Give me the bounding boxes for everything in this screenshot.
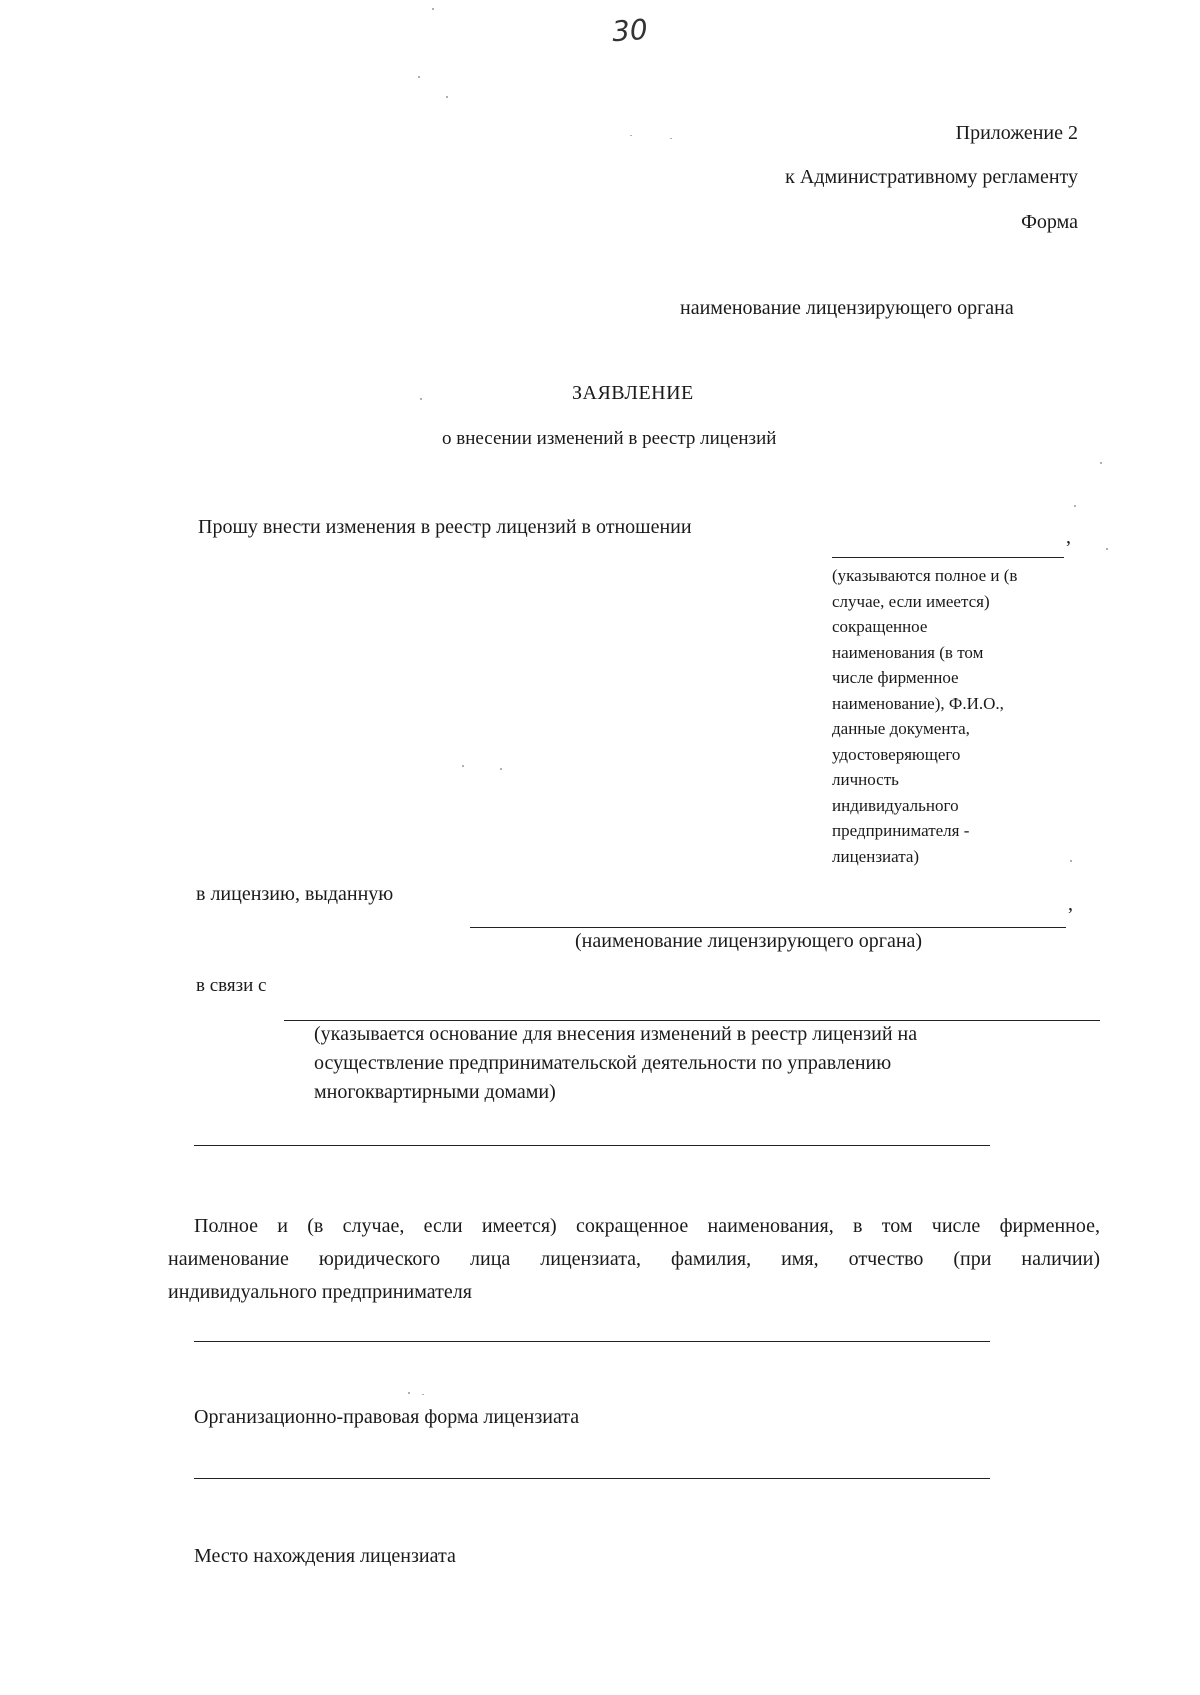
scan-speck (462, 765, 464, 767)
scan-speck (446, 96, 448, 98)
licensee-hint-line: наименования (в том (832, 642, 984, 662)
licensee-hint-line: лицензиата) (832, 846, 920, 866)
location-label: Место нахождения лицензиата (194, 1545, 456, 1567)
paragraph-line: наименование юридического лица лицензиата, фамилия, имя, отчество (при наличии) (168, 1248, 1100, 1270)
licensee-hint-line: случае, если имеется) (832, 591, 990, 611)
scan-speck (1100, 462, 1102, 464)
licensee-hint-line: данные документа, (832, 719, 970, 738)
document-title: ЗАЯВЛЕНИЕ (572, 382, 694, 404)
request-text: Прошу внести изменения в реестр лицензий в отношении (198, 516, 692, 538)
licensee-hint-line: числе фирменное (832, 668, 959, 687)
legal-form-field[interactable] (194, 1478, 990, 1479)
scan-speck (670, 138, 672, 139)
licensee-hint-line: индивидуального (832, 795, 959, 815)
form-label: Форма (1021, 211, 1078, 233)
scan-speck (630, 135, 632, 136)
reason-hint-line: (указывается основание для внесения изменений в реестр лицензий на (314, 1023, 918, 1045)
licensee-hint-line: удостоверяющего (832, 744, 961, 764)
licensee-hint-line: сокращенное (832, 617, 928, 636)
scan-speck (1074, 505, 1076, 507)
licensee-hint-line: личность (832, 770, 899, 789)
licensee-hint-line: наименование), Ф.И.О., (832, 693, 1004, 713)
license-issued-hint: (наименование лицензирующего органа) (575, 930, 923, 952)
request-comma: , (1066, 526, 1071, 548)
regulation-label: к Административному регламенту (785, 166, 1078, 188)
licensee-hint-line: предпринимателя - (832, 821, 970, 840)
scan-speck (418, 76, 420, 78)
paragraph-line: Полное и (в случае, если имеется) сокращенное наименования, в том числе фирменное, (194, 1215, 1100, 1237)
full-name-paragraph (168, 1210, 1100, 1309)
scan-speck (500, 768, 502, 770)
page-number: 30 (610, 12, 649, 49)
scan-speck (1070, 860, 1072, 862)
reason-hint-line: осуществление предпринимательской деятельности по управлению (314, 1052, 892, 1074)
license-issued-comma: , (1068, 893, 1073, 915)
legal-form-label: Организационно-правовая форма лицензиата (194, 1406, 580, 1428)
scan-speck (408, 1392, 410, 1394)
licensee-hint-line: (указываются полное и (в (832, 566, 1018, 585)
document-subtitle: о внесении изменений в реестр лицензий (442, 428, 777, 449)
reason-hint (314, 1020, 917, 1107)
license-issuer-field[interactable] (470, 927, 1066, 928)
scan-speck (420, 398, 422, 400)
reason-label: в связи с (196, 975, 267, 996)
reason-hint-line: многоквартирными домами) (314, 1081, 556, 1103)
scan-speck (432, 8, 434, 10)
scan-speck (422, 1394, 424, 1395)
scan-speck (1106, 548, 1108, 550)
licensee-name-field[interactable] (832, 557, 1064, 558)
full-name-field[interactable] (194, 1341, 990, 1342)
licensee-hint (832, 563, 1017, 869)
paragraph-line: индивидуального предпринимателя (168, 1281, 472, 1303)
reason-extra-field[interactable] (194, 1145, 990, 1146)
appendix-label: Приложение 2 (955, 122, 1078, 144)
authority-caption: наименование лицензирующего органа (680, 297, 1014, 319)
license-issued-label: в лицензию, выданную (196, 883, 394, 905)
